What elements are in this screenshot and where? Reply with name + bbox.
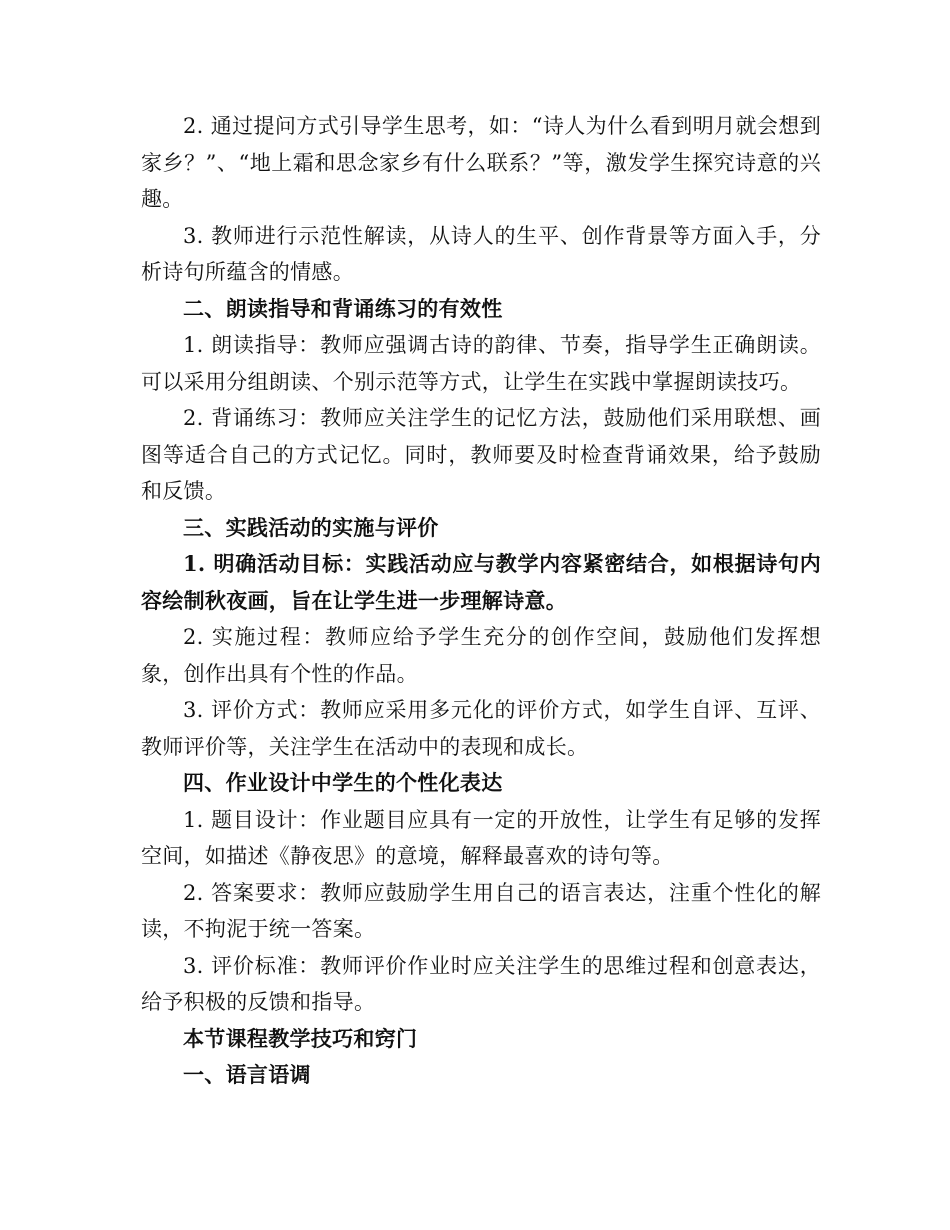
- section-heading: 一、语言语调: [183, 1062, 311, 1087]
- paragraph-item: 2. 通过提问方式引导学生思考，如：“诗人为什么看到明月就会想到家乡？”、“地上霜和思念家乡有什么联系？”等，激发学生探究诗意的兴趣。: [141, 114, 821, 211]
- document-body: [141, 108, 821, 1094]
- paragraph-item: 2. 背诵练习：教师应关注学生的记忆方法，鼓励他们采用联想、画图等适合自己的方式记忆。同时，教师要及时检查背诵效果，给予鼓励和反馈。: [141, 406, 821, 503]
- paragraph-item-bold: 1. 明确活动目标：实践活动应与教学内容紧密结合，如根据诗句内容绘制秋夜画，旨在让学生进一步理解诗意。: [141, 551, 821, 613]
- paragraph-item: 2. 答案要求：教师应鼓励学生用自己的语言表达，注重个性化的解读，不拘泥于统一答案。: [141, 880, 821, 941]
- section-heading: 三、实践活动的实施与评价: [183, 514, 439, 540]
- paragraph-item: 3. 评价标准：教师评价作业时应关注学生的思维过程和创意表达，给予积极的反馈和指导。: [141, 953, 821, 1014]
- section-heading: 四、作业设计中学生的个性化表达: [183, 770, 503, 795]
- section-heading: 本节课程教学技巧和窍门: [183, 1025, 418, 1051]
- section-heading: 二、朗读指导和背诵练习的有效性: [183, 295, 503, 321]
- paragraph-item: 1. 朗读指导：教师应强调古诗的韵律、节奏，指导学生正确朗读。可以采用分组朗读、个别示范等方式，让学生在实践中掌握朗读技巧。: [141, 333, 821, 394]
- paragraph-item: 1. 题目设计：作业题目应具有一定的开放性，让学生有足够的发挥空间，如描述《静夜思》的意境，解释最喜欢的诗句等。: [141, 807, 821, 868]
- paragraph-item: 3. 教师进行示范性解读，从诗人的生平、创作背景等方面入手，分析诗句所蕴含的情感。: [141, 223, 821, 284]
- paragraph-item: 3. 评价方式：教师应采用多元化的评价方式，如学生自评、互评、教师评价等，关注学生在活动中的表现和成长。: [141, 698, 821, 759]
- paragraph-item: 2. 实施过程：教师应给予学生充分的创作空间，鼓励他们发挥想象，创作出具有个性的作品。: [141, 625, 821, 686]
